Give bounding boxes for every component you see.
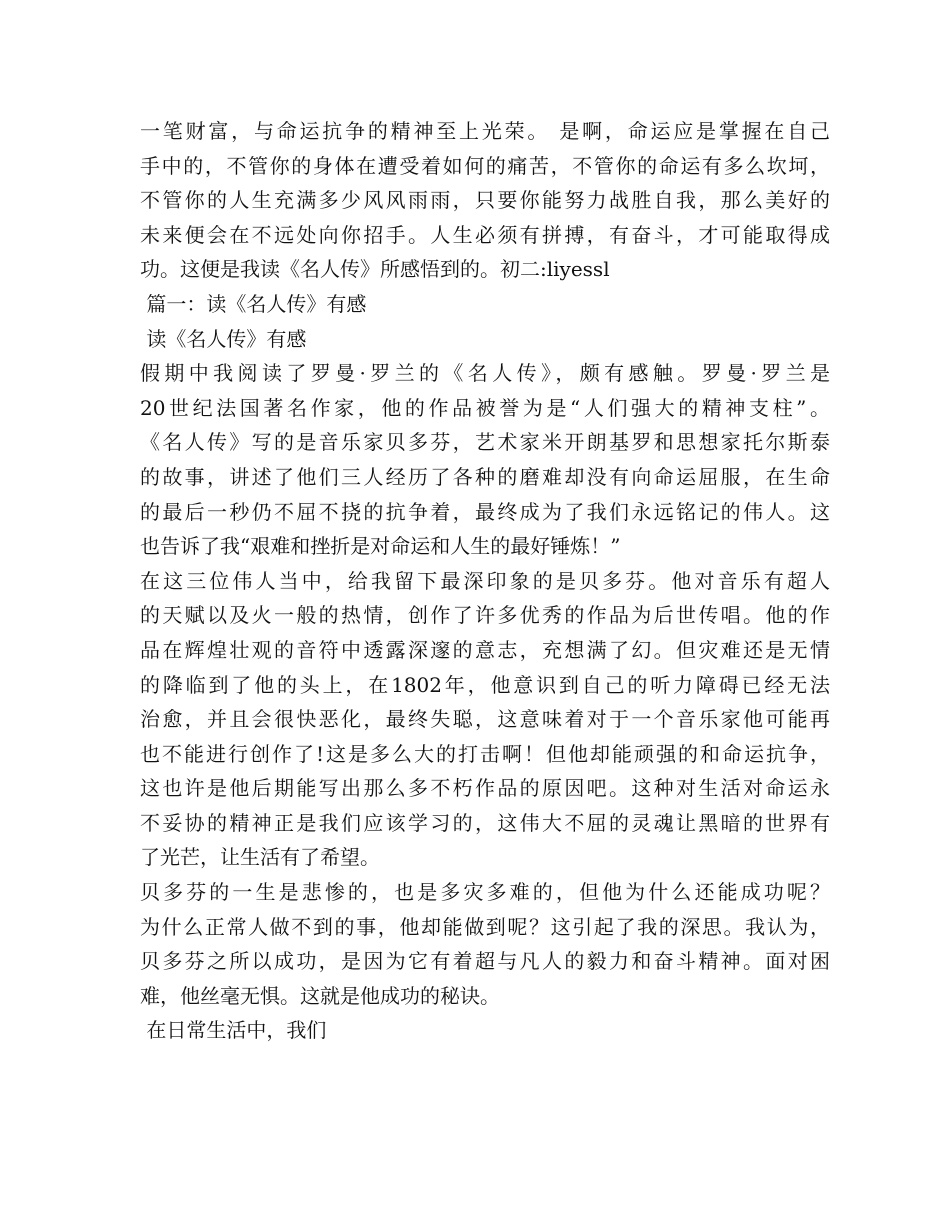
text-line: 了光芒，让生活有了希望。 <box>140 845 380 870</box>
text-line: 这也许是他后期能写出那么多不朽作品的原因吧。这种对生活对命运永 <box>140 776 830 801</box>
text-line: 在日常生活中，我们 <box>140 1018 327 1043</box>
document-body <box>140 114 830 1048</box>
text-line: 的故事，讲述了他们三人经历了各种的磨难却没有向命运屈服，在生命 <box>140 464 830 489</box>
text-line: 《名人传》写的是音乐家贝多芬，艺术家米开朗基罗和思想家托尔斯泰 <box>140 430 830 455</box>
text-line: 不管你的人生充满多少风风雨雨，只要你能努力战胜自我，那么美好的 <box>140 188 830 213</box>
text-line: 贝多芬之所以成功，是因为它有着超与凡人的毅力和奋斗精神。面对困 <box>140 949 830 974</box>
text-line: 难，他丝毫无惧。这就是他成功的秘诀。 <box>140 983 500 1008</box>
text-line: 贝多芬的一生是悲惨的，也是多灾多难的，但他为什么还能成功呢？ <box>140 880 830 905</box>
text-line: 的天赋以及火一般的热情，创作了许多优秀的作品为后世传唱。他的作 <box>140 603 830 628</box>
text-line: 治愈，并且会很快恶化，最终失聪，这意味着对于一个音乐家他可能再 <box>140 707 830 732</box>
text-line: 功。这便是我读《名人传》所感悟到的。初二:liyessl <box>140 257 610 282</box>
text-line: 不妥协的精神正是我们应该学习的，这伟大不屈的灵魂让黑暗的世界有 <box>140 810 830 835</box>
text-line: 一笔财富，与命运抗争的精神至上光荣。 是啊，命运应是掌握在自己 <box>140 119 830 143</box>
text-line: 在这三位伟人当中，给我留下最深印象的是贝多芬。他对音乐有超人 <box>140 568 830 593</box>
text-line: 也不能进行创作了!这是多么大的打击啊！但他却能顽强的和命运抗争， <box>140 741 830 766</box>
text-line: 假期中我阅读了罗曼·罗兰的《名人传》，颇有感触。罗曼·罗兰是 <box>140 361 830 386</box>
text-line: 品在辉煌壮观的音符中透露深邃的意志，充想满了幻。但灾难还是无情 <box>140 637 830 662</box>
text-line: 也告诉了我“艰难和挫折是对命运和人生的最好锤炼！” <box>140 534 621 559</box>
text-line: 篇一：读《名人传》有感 <box>140 291 367 316</box>
text-line: 读《名人传》有感 <box>140 326 307 351</box>
text-line: 为什么正常人做不到的事，他却能做到呢？这引起了我的深思。我认为， <box>140 914 830 939</box>
text-line: 的最后一秒仍不屈不挠的抗争着，最终成为了我们永远铭记的伟人。这 <box>140 499 830 524</box>
text-line: 的降临到了他的头上，在1802年，他意识到自己的听力障碍已经无法 <box>140 672 830 697</box>
text-line: 未来便会在不远处向你招手。人生必须有拼搏，有奋斗，才可能取得成 <box>140 222 830 247</box>
text-line: 手中的，不管你的身体在遭受着如何的痛苦，不管你的命运有多么坎坷， <box>140 153 830 178</box>
text-line: 20世纪法国著名作家，他的作品被誉为是“人们强大的精神支柱”。 <box>140 395 830 420</box>
